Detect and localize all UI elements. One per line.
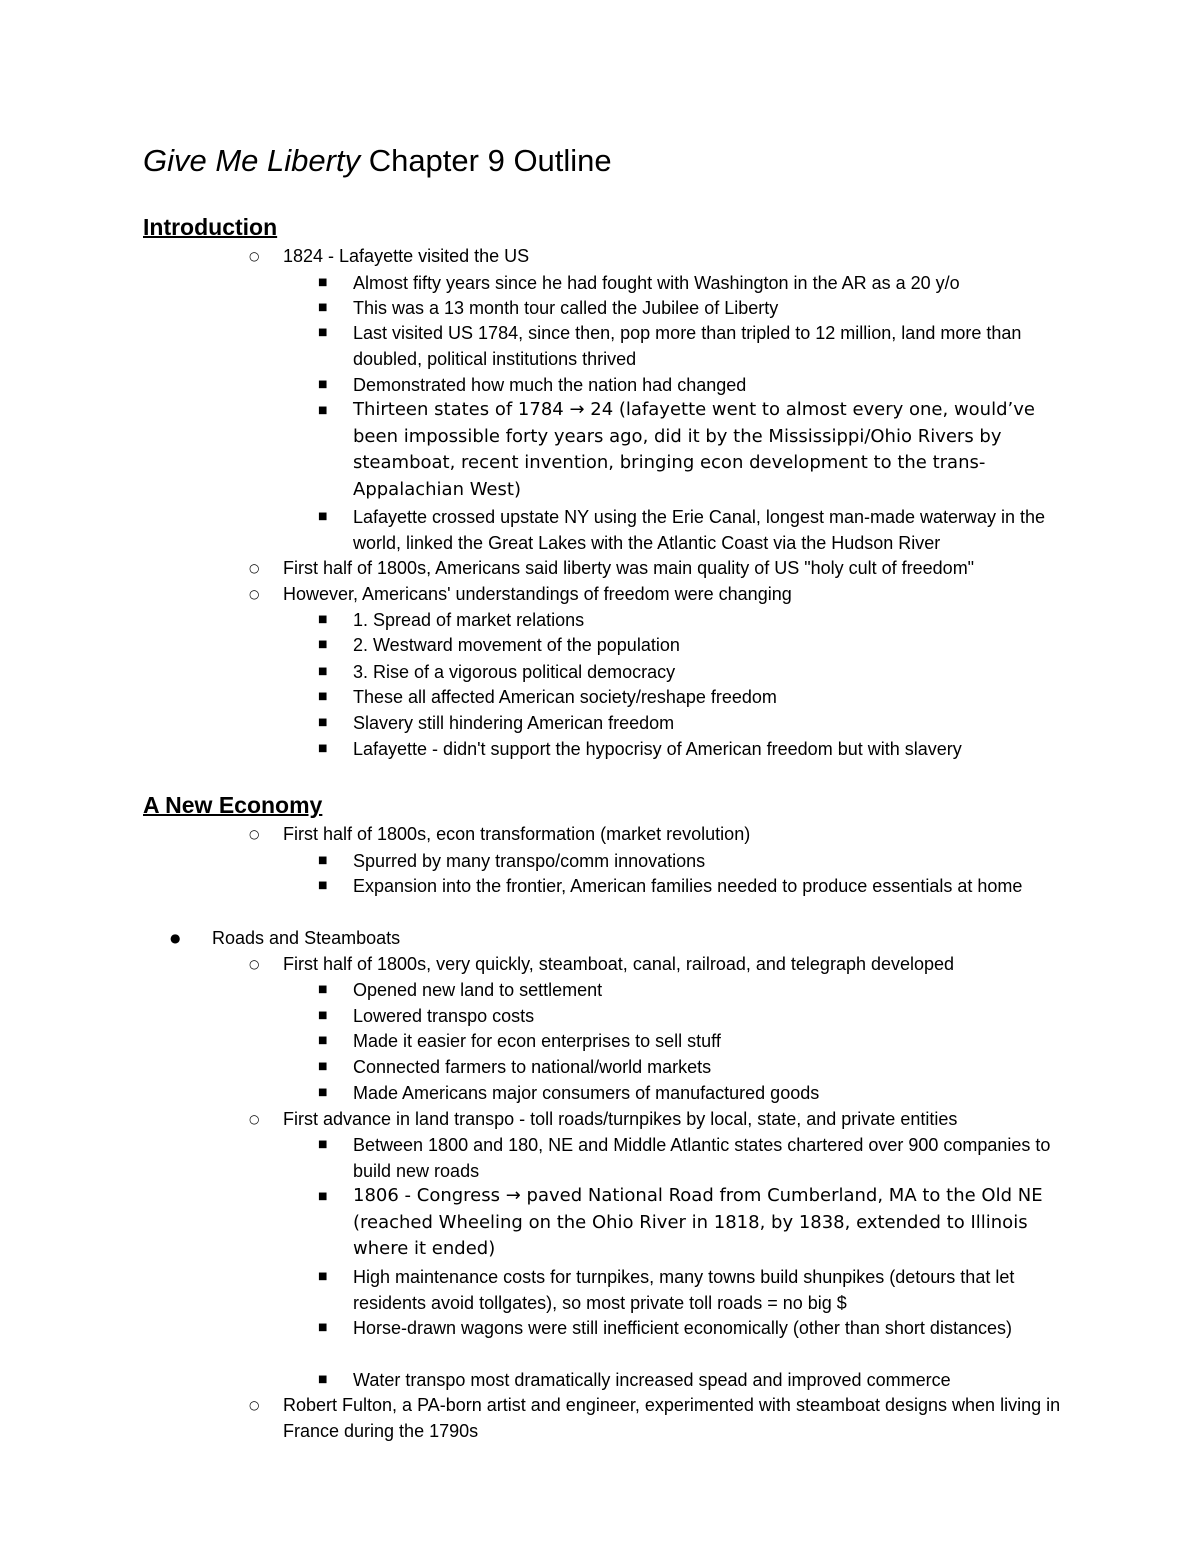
bullet-square: ■ [318,666,328,677]
bullet-square: ■ [318,743,328,754]
bullet-disc: ● [170,931,181,945]
bullet-circle: ○ [249,561,260,575]
bullet-square: ■ [318,1374,328,1385]
bullet-square: ■ [318,379,328,390]
list-item: 3. Rise of a vigorous political democracy [353,662,676,682]
list-item: 1. Spread of market relations [353,610,585,630]
list-item: However, Americans' understandings of freedom were changing [283,584,792,604]
bullet-square: ■ [318,880,328,891]
list-item: Expansion into the frontier, American families needed to produce essentials at home [353,876,1023,896]
bullet-square: ■ [318,1087,328,1098]
list-item: Last visited US 1784, since then, pop more than tripled to 12 million, land more than doubled, political institutions thrived [353,323,1022,369]
bullet-square: ■ [318,405,328,416]
bullet-square: ■ [318,1010,328,1021]
list-item: Spurred by many transpo/comm innovations [353,851,706,871]
bullet-square: ■ [318,302,328,313]
bullet-square: ■ [318,277,328,288]
list-item: Slavery still hindering American freedom [353,713,675,733]
bullet-circle: ○ [249,827,260,841]
bullet-square: ■ [318,984,328,995]
list-item: Lafayette crossed upstate NY using the Erie Canal, longest man-made waterway in the world, linked the Great Lakes with the Atlantic Coast via the Hudson River [353,507,1046,553]
bullet-square: ■ [318,511,328,522]
list-item: Connected farmers to national/world markets [353,1057,712,1077]
bullet-circle: ○ [249,1112,260,1126]
list-item: Lafayette - didn't support the hypocrisy of American freedom but with slavery [353,739,962,759]
bullet-circle: ○ [249,249,260,263]
list-item: High maintenance costs for turnpikes, many towns build shunpikes (detours that let residents avoid tollgates), so most private toll roads = no big $ [353,1267,1015,1313]
bullet-circle: ○ [249,1398,260,1412]
list-item: This was a 13 month tour called the Jubilee of Liberty [353,298,779,318]
title-italic: Give Me Liberty [143,143,361,178]
list-item: Lowered transpo costs [353,1006,535,1026]
list-item: Between 1800 and 180, NE and Middle Atlantic states chartered over 900 companies to build new roads [353,1135,1051,1181]
bullet-square: ■ [318,1139,328,1150]
bullet-square: ■ [318,614,328,625]
list-item: Made it easier for econ enterprises to sell stuff [353,1031,721,1051]
title-rest: Chapter 9 Outline [360,143,612,178]
list-item: 2. Westward movement of the population [353,635,680,655]
list-item: Almost fifty years since he had fought with Washington in the AR as a 20 y/o [353,273,960,293]
list-item: Water transpo most dramatically increased spead and improved commerce [353,1370,951,1390]
list-item: 1806 - Congress → paved National Road from Cumberland, MA to the Old NE (reached Wheeling on the Ohio River in 1818, by 1838, extended to Illinois where it ended) [353,1185,1043,1259]
list-item: First half of 1800s, Americans said liberty was main quality of US "holy cult of freedom" [283,558,975,578]
list-item: First half of 1800s, very quickly, steamboat, canal, railroad, and telegraph developed [283,954,955,974]
bullet-circle: ○ [249,957,260,971]
list-item: Roads and Steamboats [212,928,401,948]
bullet-square: ■ [318,1322,328,1333]
list-item: Opened new land to settlement [353,980,603,1000]
bullet-square: ■ [318,1191,328,1202]
bullet-square: ■ [318,1035,328,1046]
list-item: Horse-drawn wagons were still inefficient economically (other than short distances) [353,1318,1012,1338]
list-item: Robert Fulton, a PA-born artist and engineer, experimented with steamboat designs when living in France during the 1790s [283,1395,1061,1441]
section-heading-introduction: Introduction [143,214,278,240]
section-heading-a-new-economy: A New Economy [143,792,323,818]
bullet-square: ■ [318,855,328,866]
bullet-square: ■ [318,1061,328,1072]
list-item: Made Americans major consumers of manufactured goods [353,1083,820,1103]
bullet-square: ■ [318,327,328,338]
bullet-square: ■ [318,1271,328,1282]
list-item: 1824 - Lafayette visited the US [283,246,530,266]
list-item: Demonstrated how much the nation had changed [353,375,747,395]
bullet-square: ■ [318,691,328,702]
bullet-circle: ○ [249,587,260,601]
bullet-square: ■ [318,717,328,728]
bullet-square: ■ [318,639,328,650]
list-item: Thirteen states of 1784 → 24 (lafayette went to almost every one, would’ve been impossible forty years ago, did it by the Mississippi/Ohio Rivers by steamboat, recent invention, bringing econ development to the trans-Appalachian West) [353,399,1035,500]
list-item: First half of 1800s, econ transformation (market revolution) [283,824,751,844]
list-item: These all affected American society/reshape freedom [353,687,777,707]
document-title [143,141,612,181]
list-item: First advance in land transpo - toll roads/turnpikes by local, state, and private entities [283,1109,958,1129]
